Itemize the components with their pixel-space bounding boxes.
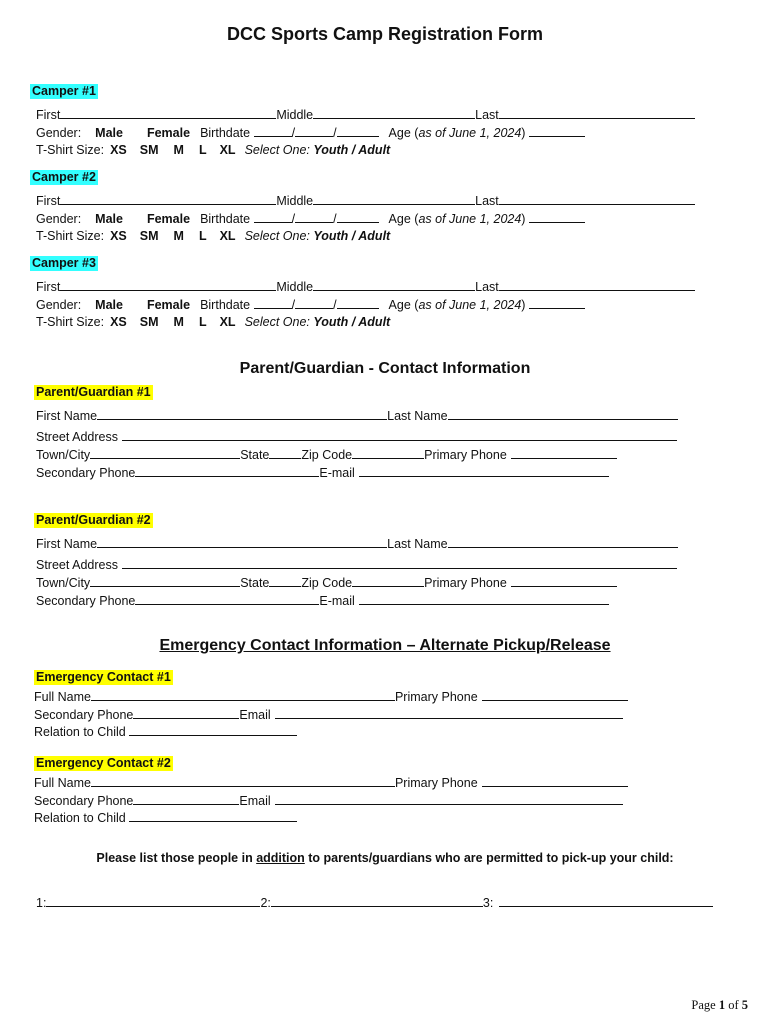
gender-label: Gender: bbox=[36, 298, 82, 312]
street-field[interactable] bbox=[122, 556, 677, 569]
town-field[interactable] bbox=[90, 446, 240, 459]
birth-year-field[interactable] bbox=[337, 210, 379, 223]
birth-year-field[interactable] bbox=[337, 124, 379, 137]
parent-2-name-row bbox=[36, 535, 678, 552]
youth-adult-option[interactable]: Youth / Adult bbox=[313, 315, 391, 329]
middle-name-field[interactable] bbox=[313, 278, 475, 291]
relation-field[interactable] bbox=[129, 723, 297, 736]
pickup-line-1[interactable] bbox=[46, 894, 260, 907]
last-label: Last bbox=[475, 194, 499, 208]
tshirt-label: T-Shirt Size: bbox=[36, 229, 105, 243]
emergency-2-relation-row bbox=[34, 809, 297, 826]
camper-2-name-row bbox=[36, 192, 695, 209]
secondary-phone-field[interactable] bbox=[133, 706, 239, 719]
state-label: State bbox=[240, 448, 270, 462]
emergency-1-relation-row bbox=[34, 723, 297, 740]
secondary-phone-field[interactable] bbox=[135, 464, 319, 477]
state-label: State bbox=[240, 576, 270, 590]
full-name-label: Full Name bbox=[34, 690, 91, 704]
street-label: Street Address bbox=[36, 558, 118, 572]
last-label: Last bbox=[475, 280, 499, 294]
emergency-1-name-row bbox=[34, 688, 628, 705]
gender-label: Gender: bbox=[36, 212, 82, 226]
birth-month-field[interactable] bbox=[254, 296, 292, 309]
zip-field[interactable] bbox=[352, 446, 424, 459]
secondary-phone-label: Secondary Phone bbox=[34, 794, 134, 808]
size-xs[interactable]: XS bbox=[110, 229, 127, 243]
size-m[interactable]: M bbox=[173, 143, 184, 157]
parent-1-town-row bbox=[36, 446, 617, 463]
size-xs[interactable]: XS bbox=[110, 315, 127, 329]
relation-label: Relation to Child bbox=[34, 725, 126, 739]
age-field[interactable] bbox=[529, 296, 585, 309]
first-label: First bbox=[36, 108, 61, 122]
parent-last-name-field[interactable] bbox=[448, 407, 678, 420]
size-sm[interactable]: SM bbox=[139, 315, 159, 329]
last-name-label: Last Name bbox=[387, 409, 448, 423]
first-label: First bbox=[36, 280, 61, 294]
page-title: DCC Sports Camp Registration Form bbox=[226, 24, 544, 44]
primary-phone-field[interactable] bbox=[482, 688, 628, 701]
middle-name-field[interactable] bbox=[313, 106, 475, 119]
emergency-2-secondary-row bbox=[34, 792, 623, 809]
secondary-phone-label: Secondary Phone bbox=[36, 466, 136, 480]
street-field[interactable] bbox=[122, 428, 677, 441]
size-l[interactable]: L bbox=[198, 315, 207, 329]
footer-page-number: 1 bbox=[718, 998, 726, 1012]
emergency-2-heading: Emergency Contact #2 bbox=[36, 756, 171, 770]
pickup-label-1: 1: bbox=[36, 896, 47, 910]
camper-3-heading: Camper #3 bbox=[32, 256, 96, 270]
parent-last-name-field[interactable] bbox=[448, 535, 678, 548]
parent-section-title: Parent/Guardian - Contact Information bbox=[239, 360, 531, 377]
email-field[interactable] bbox=[359, 592, 609, 605]
camper-1-name-row bbox=[36, 106, 695, 123]
camper-3-gender-row: Gender: Male Female Birthdate / / Age (as of June 1, 2024) bbox=[36, 296, 585, 313]
birth-day-field[interactable] bbox=[295, 296, 333, 309]
email-field[interactable] bbox=[275, 706, 623, 719]
parent-2-heading: Parent/Guardian #2 bbox=[36, 513, 151, 527]
pickup-lines bbox=[36, 894, 713, 911]
camper-2-heading: Camper #2 bbox=[32, 170, 96, 184]
last-name-field[interactable] bbox=[499, 278, 695, 291]
state-field[interactable] bbox=[269, 574, 301, 587]
camper-3-tshirt-row bbox=[36, 314, 390, 330]
town-field[interactable] bbox=[90, 574, 240, 587]
male-option[interactable]: Male bbox=[95, 126, 123, 140]
parent-2-secondary-row bbox=[36, 592, 609, 609]
first-name-field[interactable] bbox=[60, 278, 276, 291]
age-close: ) bbox=[521, 298, 526, 312]
email-field[interactable] bbox=[275, 792, 623, 805]
emergency-1-heading: Emergency Contact #1 bbox=[36, 670, 171, 684]
birth-year-field[interactable] bbox=[337, 296, 379, 309]
middle-label: Middle bbox=[276, 108, 314, 122]
age-close: ) bbox=[521, 126, 526, 140]
pickup-text-before: Please list those people in bbox=[96, 851, 257, 865]
primary-phone-field[interactable] bbox=[482, 774, 628, 787]
size-sm[interactable]: SM bbox=[139, 229, 159, 243]
camper-1-tshirt-row bbox=[36, 142, 390, 158]
parent-first-name-field[interactable] bbox=[97, 407, 387, 420]
relation-label: Relation to Child bbox=[34, 811, 126, 825]
last-label: Last bbox=[475, 108, 499, 122]
size-l[interactable]: L bbox=[198, 229, 207, 243]
full-name-field[interactable] bbox=[91, 774, 395, 787]
size-xl[interactable]: XL bbox=[219, 315, 236, 329]
parent-1-street-row bbox=[36, 428, 677, 445]
first-name-field[interactable] bbox=[60, 192, 276, 205]
male-option[interactable]: Male bbox=[95, 212, 123, 226]
town-label: Town/City bbox=[36, 448, 91, 462]
footer-page-total: 5 bbox=[741, 998, 748, 1012]
full-name-label: Full Name bbox=[34, 776, 91, 790]
size-l[interactable]: L bbox=[198, 143, 207, 157]
pickup-line-2[interactable] bbox=[271, 894, 483, 907]
camper-3-name-row bbox=[36, 278, 695, 295]
female-option[interactable]: Female bbox=[146, 298, 191, 312]
relation-field[interactable] bbox=[129, 809, 297, 822]
pickup-text-after: to parents/guardians who are permitted to pick-up your child: bbox=[304, 851, 674, 865]
email-label: Email bbox=[239, 794, 271, 808]
primary-phone-label: Primary Phone bbox=[424, 448, 507, 462]
primary-phone-label: Primary Phone bbox=[424, 576, 507, 590]
youth-adult-option[interactable]: Youth / Adult bbox=[313, 229, 391, 243]
secondary-phone-field[interactable] bbox=[133, 792, 239, 805]
primary-phone-label: Primary Phone bbox=[394, 690, 478, 704]
birth-month-field[interactable] bbox=[254, 210, 292, 223]
female-option[interactable]: Female bbox=[146, 126, 191, 140]
emergency-2-name-row bbox=[34, 774, 628, 791]
footer-of-label: of bbox=[725, 998, 742, 1012]
last-name-label: Last Name bbox=[387, 537, 448, 551]
age-note: as of June 1, 2024 bbox=[418, 126, 522, 140]
secondary-phone-field[interactable] bbox=[135, 592, 319, 605]
zip-label: Zip Code bbox=[301, 448, 353, 462]
birth-day-field[interactable] bbox=[295, 210, 333, 223]
age-field[interactable] bbox=[529, 124, 585, 137]
select-one-label: Select One: bbox=[244, 229, 310, 243]
page-footer bbox=[691, 998, 748, 1013]
select-one-label: Select One: bbox=[244, 143, 310, 157]
parent-1-name-row bbox=[36, 407, 678, 424]
primary-phone-field[interactable] bbox=[511, 446, 617, 459]
pickup-label-2: 2: bbox=[260, 896, 271, 910]
emergency-1-secondary-row bbox=[34, 706, 623, 723]
pickup-instruction bbox=[0, 850, 770, 866]
female-option[interactable]: Female bbox=[146, 212, 191, 226]
email-label: E-mail bbox=[319, 594, 355, 608]
parent-1-secondary-row bbox=[36, 464, 609, 481]
pickup-label-3: 3: bbox=[482, 896, 494, 910]
zip-field[interactable] bbox=[352, 574, 424, 587]
camper-1-heading: Camper #1 bbox=[32, 84, 96, 98]
email-label: E-mail bbox=[319, 466, 355, 480]
birthdate-label: Birthdate bbox=[200, 212, 251, 226]
birthdate-label: Birthdate bbox=[200, 126, 251, 140]
age-label: Age ( bbox=[388, 126, 419, 140]
birthdate-label: Birthdate bbox=[200, 298, 251, 312]
emergency-section-title: Emergency Contact Information – Alternate Pickup/Release bbox=[159, 637, 611, 654]
footer-page-label: Page bbox=[691, 998, 719, 1012]
secondary-phone-label: Secondary Phone bbox=[34, 708, 134, 722]
age-note: as of June 1, 2024 bbox=[418, 212, 522, 226]
street-label: Street Address bbox=[36, 430, 118, 444]
first-name-label: First Name bbox=[36, 409, 98, 423]
parent-1-heading: Parent/Guardian #1 bbox=[36, 385, 151, 399]
first-name-field[interactable] bbox=[60, 106, 276, 119]
full-name-field[interactable] bbox=[91, 688, 395, 701]
youth-adult-option[interactable]: Youth / Adult bbox=[313, 143, 391, 157]
size-sm[interactable]: SM bbox=[139, 143, 159, 157]
first-label: First bbox=[36, 194, 61, 208]
last-name-field[interactable] bbox=[499, 106, 695, 119]
primary-phone-field[interactable] bbox=[511, 574, 617, 587]
age-close: ) bbox=[521, 212, 526, 226]
parent-2-street-row bbox=[36, 556, 677, 573]
age-field[interactable] bbox=[529, 210, 585, 223]
camper-2-gender-row: Gender: Male Female Birthdate / / Age (as of June 1, 2024) bbox=[36, 210, 585, 227]
camper-1-gender-row: Gender: Male Female Birthdate / / Age (as of June 1, 2024) bbox=[36, 124, 585, 141]
zip-label: Zip Code bbox=[301, 576, 353, 590]
email-field[interactable] bbox=[359, 464, 609, 477]
middle-label: Middle bbox=[276, 194, 314, 208]
size-xl[interactable]: XL bbox=[219, 229, 236, 243]
tshirt-label: T-Shirt Size: bbox=[36, 315, 105, 329]
pickup-text-underlined: addition bbox=[256, 851, 305, 865]
middle-label: Middle bbox=[276, 280, 314, 294]
select-one-label: Select One: bbox=[244, 315, 310, 329]
camper-2-tshirt-row bbox=[36, 228, 390, 244]
age-label: Age ( bbox=[388, 298, 419, 312]
age-label: Age ( bbox=[388, 212, 419, 226]
town-label: Town/City bbox=[36, 576, 91, 590]
size-m[interactable]: M bbox=[173, 229, 184, 243]
birth-month-field[interactable] bbox=[254, 124, 292, 137]
male-option[interactable]: Male bbox=[95, 298, 123, 312]
first-name-label: First Name bbox=[36, 537, 98, 551]
size-m[interactable]: M bbox=[173, 315, 184, 329]
email-label: Email bbox=[239, 708, 271, 722]
size-xs[interactable]: XS bbox=[110, 143, 127, 157]
pickup-line-3[interactable] bbox=[499, 894, 713, 907]
last-name-field[interactable] bbox=[499, 192, 695, 205]
parent-first-name-field[interactable] bbox=[97, 535, 387, 548]
birth-day-field[interactable] bbox=[295, 124, 333, 137]
age-note: as of June 1, 2024 bbox=[418, 298, 522, 312]
gender-label: Gender: bbox=[36, 126, 82, 140]
tshirt-label: T-Shirt Size: bbox=[36, 143, 105, 157]
size-xl[interactable]: XL bbox=[219, 143, 236, 157]
middle-name-field[interactable] bbox=[313, 192, 475, 205]
parent-2-town-row bbox=[36, 574, 617, 591]
state-field[interactable] bbox=[269, 446, 301, 459]
secondary-phone-label: Secondary Phone bbox=[36, 594, 136, 608]
primary-phone-label: Primary Phone bbox=[394, 776, 478, 790]
